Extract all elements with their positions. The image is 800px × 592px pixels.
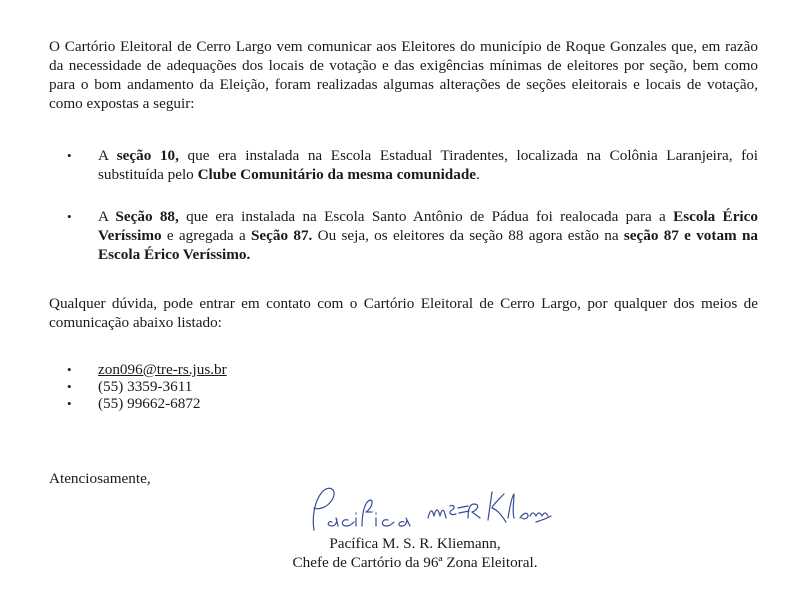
signer-name: Pacífica M. S. R. Kliemann,	[329, 535, 501, 552]
list-item	[49, 146, 758, 184]
bullet-icon: •	[67, 396, 72, 411]
change-list-item-1	[49, 146, 758, 184]
bullet-icon: •	[67, 209, 72, 224]
contact-list	[49, 361, 227, 412]
summary-label: seção 87 e votam na Escola Érico Veríssimo.	[98, 227, 759, 263]
text-run: que era instalada na Escola Santo Antônio de Pádua foi realocada para a	[178, 208, 674, 225]
change-list-item-2	[49, 207, 758, 264]
closing-text: Atenciosamente,	[49, 470, 151, 487]
list-item	[49, 378, 227, 395]
bullet-icon: •	[67, 362, 72, 377]
phone-number-1: (55) 3359-3611	[98, 378, 193, 395]
section-10-label: seção 10,	[116, 147, 179, 164]
text-run: A	[98, 208, 116, 225]
text-run: .	[476, 166, 480, 183]
text-run: que era instalada na Escola Estadual Tiradentes, localizada na Colônia Laranjeira, foi substituída pelo	[98, 147, 758, 183]
list-item	[49, 207, 758, 264]
section-87-label: Seção 87.	[250, 227, 313, 244]
intro-paragraph: O Cartório Eleitoral de Cerro Largo vem comunicar aos Eleitores do município de Roque Gonzales que, em razão da necessidade de adequações dos locais de votação e das exigências mínimas de eleitores por seção, bem como para o bom andamento da Eleição, foram realizadas algumas alterações de seções eleitorais e locais de votação, como expostas a seguir:	[49, 38, 758, 112]
contact-intro-paragraph: Qualquer dúvida, pode entrar em contato com o Cartório Eleitoral de Cerro Largo, por qualquer dos meios de comunicação abaixo listado:	[49, 295, 758, 331]
text-run: Ou seja, os eleitores da seção 88 agora estão na	[312, 227, 624, 244]
list-item	[49, 395, 227, 412]
text-run: A	[98, 147, 117, 164]
list-item	[49, 361, 227, 378]
signer-role: Chefe de Cartório da 96ª Zona Eleitoral.	[292, 554, 538, 571]
section-88-label: Seção 88,	[115, 208, 179, 225]
bullet-icon: •	[67, 379, 72, 394]
new-location-label: Clube Comunitário da mesma comunidade	[197, 166, 477, 183]
text-run: e agregada a	[161, 227, 251, 244]
bullet-icon: •	[67, 148, 72, 163]
handwritten-signature	[292, 482, 552, 534]
school-label: Escola Érico Veríssimo	[98, 208, 758, 244]
phone-number-2: (55) 99662-6872	[98, 395, 201, 412]
email-link[interactable]: zon096@tre-rs.jus.br	[98, 361, 227, 378]
